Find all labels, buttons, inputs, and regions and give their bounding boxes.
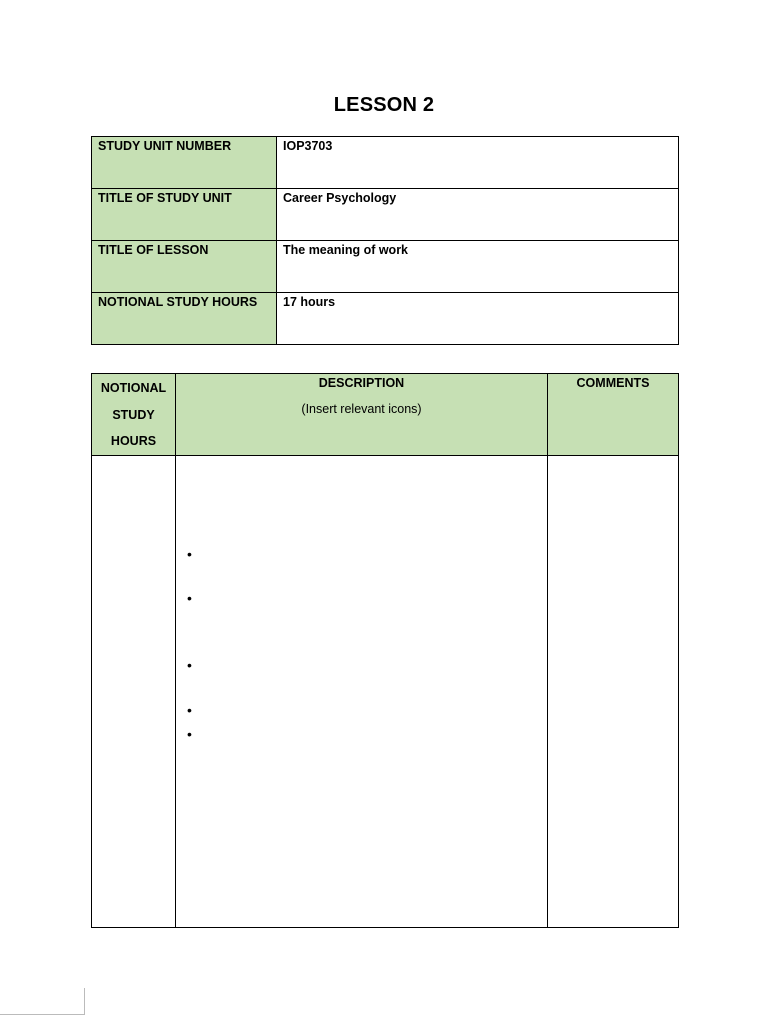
info-label [92,189,277,241]
info-label [92,293,277,345]
bullet-point: • [187,657,192,673]
comments-cell[interactable] [548,456,679,928]
description-header-text: DESCRIPTION [318,376,405,390]
info-value [277,137,679,189]
info-row-title-of-lesson [92,241,679,293]
info-label-text: TITLE OF STUDY UNIT [98,191,232,205]
info-value-text: IOP3703 [283,139,333,153]
bullet-point: • [187,702,192,718]
hours-header-line: HOURS [110,434,157,448]
lesson-table-header-row [92,374,679,456]
study-unit-info-table [91,136,679,345]
hours-header [92,374,176,456]
info-value-text: The meaning of work [283,243,409,257]
info-label [92,241,277,293]
bullet-point: • [187,546,192,562]
info-value [277,189,679,241]
comments-header [548,374,679,456]
info-label-text: NOTIONAL STUDY HOURS [98,295,258,309]
info-value [277,293,679,345]
info-value-text: Career Psychology [283,191,397,205]
hours-header-line: STUDY [112,407,155,422]
lesson-plan-table [91,373,679,928]
info-label-text: STUDY UNIT NUMBER [98,139,232,153]
hours-cell[interactable] [92,456,176,928]
description-cell[interactable] [176,456,548,928]
description-subheader-text: (Insert relevant icons) [301,402,422,416]
comments-header-text: COMMENTS [576,376,650,390]
lesson-table-body-row [92,456,679,928]
bullet-point: • [187,590,192,606]
bullet-point: • [187,726,192,742]
info-value [277,241,679,293]
lesson-title: LESSON 2 [333,94,435,116]
info-row-title-of-study-unit [92,189,679,241]
description-header [176,374,548,456]
page-corner-mark [0,988,85,1015]
info-row-notional-study-hours [92,293,679,345]
info-label [92,137,277,189]
info-row-study-unit-number [92,137,679,189]
hours-header-line: NOTIONAL [100,381,167,395]
info-value-text: 17 hours [283,295,336,309]
info-label-text: TITLE OF LESSON [98,243,209,257]
